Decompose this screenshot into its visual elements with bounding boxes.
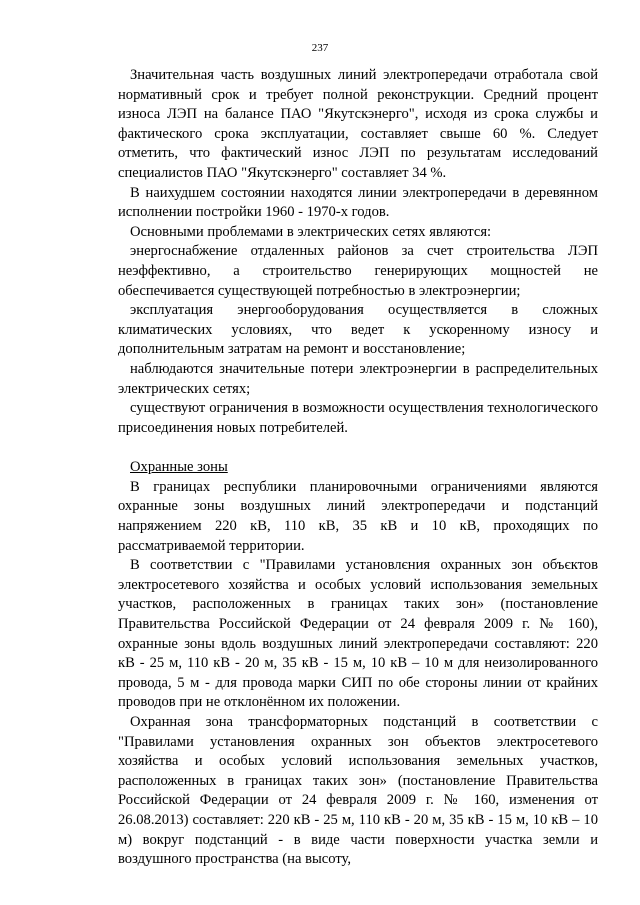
list-item: существуют ограничения в возможности осуществления технологического присоединения новых потребителей. [118, 400, 598, 436]
paragraph: В границах республики планировочными ограничениями являются охранные зоны воздушных линий электропередачи и подстанций напряжением 220 кВ, 110 кВ, 35 кВ и 10 кВ, проходящих по рассматриваемой территории. [118, 478, 598, 554]
paragraph: В наихудшем состоянии находятся линии электропередачи в деревянном исполнении постройки 1960 - 1970-х годов. [118, 184, 598, 221]
paragraph: Охранная зона трансформаторных подстанций в соответствии с "Правилами установления охранных зон объектов электросетевого хозяйства и особых условий использования земельных участков, расположенных в границах таких зон» (постановление Правительства Российской Федерации от 24 февраля 2009 г. № 160, изменения от 26.08.2013) составляет: 220 кВ - 25 м, 110 кВ - 20 м, 35 кВ - 15 м, 10 кВ – 10 м) вокруг подстанций - в виде части поверхности участка земли и воздушного пространства (на высоту, [118, 714, 598, 868]
paragraph: Основными проблемами в электрических сетях являются: [130, 223, 492, 240]
document-body [118, 66, 598, 870]
list-item: энергоснабжение отдаленных районов за счет строительства ЛЭП неэффективно, а строительство генерирующих мощностей не обеспечивается существующей потребностью в электроэнергии; [118, 243, 598, 299]
page-number: 237 [311, 42, 329, 54]
paragraph: В соответствии с "Правилами установлєния охранных зон объєктов электросетевого хозяйства и особых условий использования земельных участков, расположенных в границах таких зон» (постановление Правительства Российской Федерации от 24 февраля 2009 г. № 160), охранные зоны вдоль воздушных линий электропередачи составляют: 220 кВ - 25 м, 110 кВ - 20 м, 35 кВ - 15 м, 10 кВ – 10 м для неизолированного провода, 5 м - для провода марки СИП по обе стороны линии от крайних проводов при не отклонённом их положении. [118, 557, 598, 711]
paragraph: Значительная часть воздушных линий электропередачи отработала свой нормативный срок и требует полной реконструкции. Средний процент износа ЛЭП на балансе ПАО "Якутскэнерго", исходя из срока службы и фактического срока эксплуатации, составляет свыше 60 %. Следует отметить, что фактический износ ЛЭП по результатам исследований специалистов ПАО "Якутскэнерго" составляет 34 %. [118, 67, 598, 181]
section-title: Охранные зоны [130, 459, 228, 476]
list-item: наблюдаются значительные потери электроэнергии в распределительных электрических сетях; [118, 360, 598, 397]
list-item: эксплуатация энергооборудования осуществляется в сложных климатических условиях, что ведет к ускоренному износу и дополнительным затратам на ремонт и восстановление; [118, 302, 598, 358]
